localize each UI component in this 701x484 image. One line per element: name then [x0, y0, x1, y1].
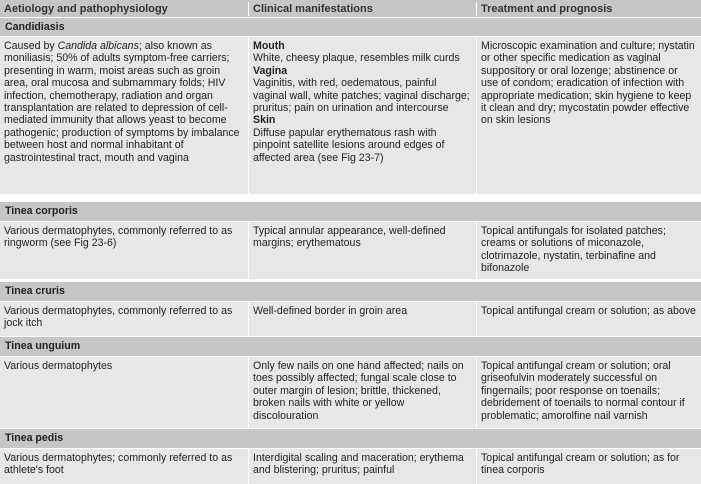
- section-title: Candidiasis: [5, 20, 65, 33]
- table-header: [0, 0, 701, 17]
- table-row: [0, 36, 701, 194]
- table-row: [0, 301, 701, 336]
- section-title: Tinea pedis: [5, 432, 64, 445]
- subheading-skin: Skin: [253, 114, 276, 127]
- clinical-cell: Only few nails on one hand affected; nails on toes possibly affected; fungal scale close to outer margin of lesion; brittle, thickened, broken nails with white or yellow discolouration: [248, 357, 476, 428]
- aetiology-cell: Various dermatophytes, commonly referred to as jock itch: [4, 305, 233, 330]
- aetiology-cell: Various dermatophytes: [4, 360, 113, 372]
- treatment-cell: Topical antifungal cream or solution; oral griseofulvin moderately successful on fingernails; poor response on toenails; debridement of toenails to normal contour if problematic; amorolfine nail varnish: [476, 357, 701, 428]
- table-row: [0, 356, 701, 428]
- subheading-vagina: Vagina: [253, 64, 288, 77]
- clinical-cell: Well-defined border in groin area: [248, 302, 476, 336]
- header-clinical: Clinical manifestations: [248, 2, 476, 16]
- section-tinea-unguium: [0, 336, 701, 356]
- table-row: [0, 448, 701, 484]
- clinical-vagina-text: Vaginitis, with red, oedematous, painful vaginal wall, white patches; vaginal discharge; pruritus; pain on urination and intercourse: [253, 77, 470, 115]
- clinical-mouth-text: White, cheesy plaque, resembles milk curds: [253, 52, 460, 65]
- treatment-cell: Topical antifungals for isolated patches; creams or solutions of miconazole, clotrimazole, nystatin, terbinafine and bifonazole: [476, 222, 701, 279]
- subheading-mouth: Mouth: [253, 40, 285, 52]
- section-title: Tinea corporis: [5, 205, 78, 218]
- aetiology-text-post: ; also known as moniliasis; 50% of adults symptom-free carriers; presenting in warm, moist areas such as groin area, oral mucosa and submammary folds; HIV infection, chemotherapy, radiation and organ transplantation are related to depression of cell-mediated immunity that allows yeast to become pathogenic; production of symptoms by imbalance between host and normal inhabitant of gastrointestinal tract, mouth and vagina: [4, 40, 240, 164]
- aetiology-cell: Various dermatophytes; commonly referred to as athlete's foot: [4, 452, 233, 477]
- treatment-cell: Topical antifungal cream or solution; as above: [476, 302, 701, 336]
- section-tinea-pedis: [0, 428, 701, 448]
- aetiology-cell: Various dermatophytes, commonly referred to as ringworm (see Fig 23-6): [4, 225, 233, 250]
- header-aetiology: Aetiology and pathophysiology: [4, 2, 168, 15]
- aetiology-cell: [0, 37, 248, 194]
- header-treatment: Treatment and prognosis: [476, 2, 701, 16]
- table-row: [0, 221, 701, 279]
- section-candidiasis: [0, 17, 701, 36]
- treatment-cell: Topical antifungal cream or solution; as for tinea corporis: [476, 449, 701, 484]
- clinical-cell: Typical annular appearance, well-defined margins; erythematous: [248, 222, 476, 279]
- clinical-cell: Interdigital scaling and maceration; erythema and blistering; pruritus; painful: [248, 449, 476, 484]
- section-title: Tinea cruris: [5, 285, 65, 298]
- clinical-cell: [248, 37, 476, 194]
- section-tinea-corporis: [0, 201, 701, 221]
- aetiology-text-pre: Caused by: [4, 40, 58, 52]
- organism-name: Candida albicans: [57, 40, 139, 52]
- section-title: Tinea unguium: [5, 340, 81, 353]
- treatment-cell: Microscopic examination and culture; nystatin or other specific medication as vaginal suppository or oral lozenge; abstinence or use of condom; eradication of infection with appropriate medication; skin hygiene to keep it clean and dry; mycostatin powder effective on skin lesions: [476, 37, 701, 194]
- section-tinea-cruris: [0, 281, 701, 301]
- clinical-skin-text: Diffuse papular erythematous rash with pinpoint satellite lesions around edges of affected area (see Fig 23-7): [253, 126, 445, 164]
